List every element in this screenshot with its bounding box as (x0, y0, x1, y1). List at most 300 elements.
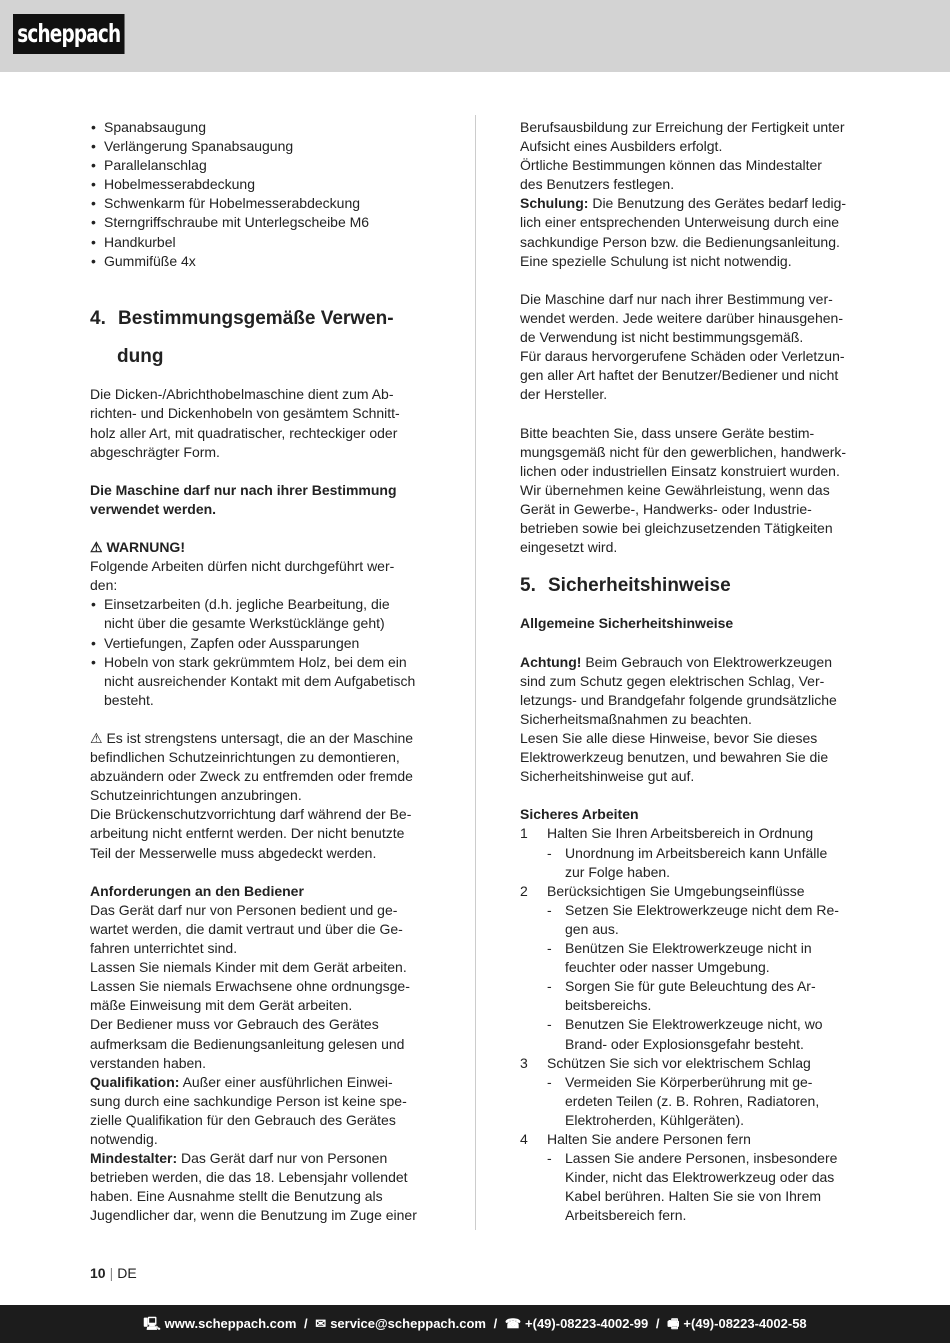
line-text (520, 749, 828, 765)
page-footer (0, 1305, 950, 1343)
text-line (520, 213, 865, 232)
text-line (520, 939, 865, 958)
text-line (520, 748, 865, 767)
text-line (520, 462, 865, 481)
line-content: lich einer entsprechenden Unterweisung durch eine (520, 214, 840, 231)
line-text (520, 463, 840, 479)
line-content: Sicheres Arbeiten (520, 806, 639, 823)
text-line (90, 920, 435, 939)
line-content: zielle Qualifikation für den Gebrauch des Gerätes (90, 1111, 396, 1128)
separator: | (109, 1265, 114, 1281)
text-line (90, 385, 435, 404)
computer-icon: 🖳 (143, 1316, 161, 1331)
line-text (520, 1207, 686, 1223)
line-content: den: (90, 577, 118, 594)
line-text (520, 367, 838, 383)
line-text (90, 444, 220, 460)
page-header (0, 0, 950, 72)
line-content: Brand- oder Explosionsgefahr besteht. (565, 1035, 804, 1052)
text-line (520, 194, 865, 213)
line-text (520, 825, 813, 841)
text-line (90, 824, 435, 843)
line-content: Sorgen Sie für gute Beleuchtung des Ar- (565, 978, 816, 995)
text-line (90, 595, 435, 614)
dash-marker: - (547, 978, 552, 995)
line-text (520, 329, 803, 345)
line-content: Berufsausbildung zur Erreichung der Fertigkeit unter (520, 119, 845, 135)
line-content: Benutzen Sie Elektrowerkzeuge nicht, wo (565, 1016, 823, 1033)
line-text (90, 405, 400, 421)
line-content: nicht ausreichender Kontakt mit dem Aufgabetisch (104, 672, 416, 689)
line-content: ⚠ Es ist strengstens untersagt, die an der Maschine (90, 730, 414, 746)
line-content: abzuändern oder Zweck zu entfremden oder fremde (90, 768, 413, 785)
line-text (520, 214, 839, 230)
line-text (90, 1131, 158, 1147)
website-link[interactable]: www.scheppach.com (164, 1316, 297, 1331)
text-line (90, 137, 435, 156)
line-content: Parallelanschlag (104, 157, 207, 174)
number-marker: 3 (520, 1054, 528, 1071)
number-marker: 4. (90, 307, 106, 329)
line-content: Die Dicken-/Abrichthobelmaschine dient zum Ab- (90, 386, 394, 403)
line-content: verwendet werden. (90, 500, 217, 517)
line-text (90, 959, 407, 975)
line-content: mäße Einweisung mit dem Gerät arbeiten. (90, 997, 353, 1014)
line-content: Bitte beachten Sie, dass unsere Geräte bestim- (520, 424, 815, 441)
blank-line (90, 863, 435, 882)
line-text (520, 883, 805, 899)
bullet-marker: • (91, 214, 96, 231)
line-content: Der Bediener muss vor Gebrauch des Gerätes (90, 1016, 379, 1033)
text-line (90, 767, 435, 786)
text-line (90, 844, 435, 863)
text-line (520, 156, 865, 175)
text-line (90, 1073, 435, 1092)
blank-line (90, 328, 435, 347)
line-text (90, 635, 359, 651)
text-line (520, 1111, 865, 1130)
text-line (90, 194, 435, 213)
line-content: Sicherheitsmaßnahmen zu beachten. (520, 710, 752, 727)
line-content: notwendig. (90, 1130, 158, 1147)
line-text (90, 386, 393, 402)
separator: / (655, 1316, 660, 1331)
text-line (90, 538, 435, 557)
text-line (520, 882, 865, 901)
text-line (90, 786, 435, 805)
text-line (520, 1130, 865, 1149)
text-line (90, 958, 435, 977)
line-text (520, 157, 822, 173)
text-line (520, 538, 865, 557)
section-heading (520, 576, 865, 595)
line-text (520, 444, 846, 460)
line-text (520, 1055, 811, 1071)
line-content: Teil der Messerwelle muss abgedeckt werden. (90, 844, 377, 861)
line-content: Sicherheitshinweise (548, 575, 731, 597)
text-line (90, 614, 435, 633)
line-text (520, 711, 752, 727)
line-text (520, 1131, 751, 1147)
line-content: Schwenkarm für Hobelmesserabdeckung (104, 195, 361, 212)
line-text (90, 482, 397, 498)
email-link[interactable]: service@scheppach.com (330, 1316, 486, 1331)
text-line (90, 1187, 435, 1206)
bullet-marker: • (91, 252, 96, 269)
line-text (520, 845, 827, 861)
column-divider (475, 115, 476, 1230)
text-line (90, 1111, 435, 1130)
line-content: erdeten Teilen (z. B. Rohren, Radiatoren, (565, 1092, 820, 1109)
line-text (90, 997, 352, 1013)
number-marker: 1 (520, 825, 528, 842)
text-line (90, 500, 435, 519)
line-content: Das Gerät darf nur von Personen bedient und ge- (90, 901, 398, 918)
line-content: Unordnung im Arbeitsbereich kann Unfälle (565, 844, 828, 861)
line-text (90, 1074, 393, 1090)
line-content: Halten Sie andere Personen fern (547, 1130, 751, 1147)
line-content: Lesen Sie alle diese Hinweise, bevor Sie dieses (520, 730, 818, 746)
line-text (90, 768, 413, 784)
line-text (520, 425, 814, 441)
line-text (520, 1169, 834, 1185)
line-text (520, 234, 840, 250)
line-text (90, 577, 117, 593)
text-line (90, 481, 435, 500)
text-line (520, 481, 865, 500)
text-line (90, 213, 435, 232)
line-text (90, 749, 400, 765)
blank-line (90, 710, 435, 729)
bullet-marker: • (91, 157, 96, 174)
line-content: Arbeitsbereich fern. (565, 1207, 687, 1224)
text-line (90, 1168, 435, 1187)
line-content: beitsbereichs. (565, 997, 652, 1014)
text-line (90, 1149, 435, 1168)
section-heading (90, 309, 435, 328)
line-text (520, 176, 674, 192)
text-line (520, 805, 865, 824)
text-line (90, 1015, 435, 1034)
line-content: Elektrowerkzeug benutzen, und bewahren Sie die (520, 749, 829, 766)
text-line (90, 996, 435, 1015)
text-line (520, 347, 865, 366)
line-text (90, 119, 206, 135)
line-text (520, 730, 817, 746)
line-content: befindlichen Schutzeinrichtungen zu demontieren, (90, 749, 400, 766)
line-text (90, 346, 163, 367)
text-line (90, 729, 435, 748)
dash-marker: - (547, 1073, 552, 1090)
line-content: letzungs- und Brandgefahr folgende grundsätzliche (520, 691, 837, 708)
line-content: Die Maschine darf nur nach ihrer Bestimmung (90, 481, 397, 498)
line-content: Sterngriffschraube mit Unterlegscheibe M6 (104, 214, 370, 231)
fax-icon: 🖷 (667, 1316, 680, 1331)
bullet-marker: • (91, 195, 96, 212)
line-content: arbeitung nicht entfernt werden. Der nicht benutzte (90, 825, 405, 842)
text-line (520, 1187, 865, 1206)
line-content: Halten Sie Ihren Arbeitsbereich in Ordnung (547, 825, 814, 842)
text-line (520, 691, 865, 710)
text-line (520, 901, 865, 920)
text-line (520, 958, 865, 977)
blank-line (90, 271, 435, 290)
blank-line (90, 290, 435, 309)
text-line (520, 443, 865, 462)
bullet-marker: • (91, 233, 96, 250)
text-line (90, 1206, 435, 1225)
line-text (520, 501, 812, 517)
line-content: Setzen Sie Elektrowerkzeuge nicht dem Re- (565, 901, 839, 918)
bullet-marker: • (91, 634, 96, 651)
line-content: eingesetzt wird. (520, 539, 618, 556)
line-content: aufmerksam die Bedienungsanleitung gelesen und (90, 1035, 405, 1052)
bullet-marker: • (91, 596, 96, 613)
line-text (90, 940, 237, 956)
line-text (520, 138, 722, 154)
line-text (90, 253, 196, 269)
line-text (90, 1036, 404, 1052)
text-line (520, 996, 865, 1015)
line-content: Vertiefungen, Zapfen oder Aussparungen (104, 634, 360, 651)
line-text (90, 730, 413, 746)
text-line (520, 366, 865, 385)
line-text (520, 195, 846, 211)
line-content: Schutzeinrichtungen anzubringen. (90, 787, 302, 804)
line-text (520, 1093, 819, 1109)
text-line (520, 710, 865, 729)
line-content: de Verwendung ist nicht bestimmungsgemäß. (520, 329, 804, 346)
text-line (90, 882, 435, 901)
page-number-value: 10 (90, 1265, 106, 1281)
line-text (90, 902, 397, 918)
line-content: Allgemeine Sicherheitshinweise (520, 615, 734, 632)
dash-marker: - (547, 901, 552, 918)
line-text (520, 806, 639, 822)
line-content: Sicherheitshinweise gut auf. (520, 768, 695, 785)
scheppach-logo: scheppach (13, 14, 125, 54)
text-line (520, 385, 865, 404)
text-line (520, 844, 865, 863)
number-marker: 4 (520, 1130, 528, 1147)
text-line (90, 1054, 435, 1073)
bold-label: Schulung: (520, 195, 589, 212)
line-text (520, 921, 619, 937)
blank-line (520, 595, 865, 614)
text-line (90, 576, 435, 595)
line-text (90, 978, 410, 994)
number-marker: 2 (520, 882, 528, 899)
line-text (520, 1016, 823, 1032)
line-text (520, 291, 833, 307)
text-line (520, 977, 865, 996)
line-text (520, 654, 832, 670)
line-text (90, 1093, 407, 1109)
line-content: Elektroherden, Kühlgeräten). (565, 1111, 744, 1128)
text-line (520, 672, 865, 691)
line-text (90, 214, 369, 230)
separator: / (493, 1316, 498, 1331)
line-content: Anforderungen an den Bediener (90, 882, 304, 899)
line-text (520, 959, 770, 975)
text-line (520, 767, 865, 786)
line-content: dung (117, 346, 164, 368)
text-line (90, 175, 435, 194)
line-content: abgeschrägter Form. (90, 443, 220, 460)
text-line (90, 1035, 435, 1054)
dash-marker: - (547, 844, 552, 861)
line-content: Lassen Sie niemals Erwachsene ohne ordnungsge- (90, 978, 410, 995)
text-line (520, 920, 865, 939)
line-text (90, 558, 394, 574)
line-text (520, 1112, 744, 1128)
line-content: holz aller Art, mit quadratischer, rechteckiger oder (90, 424, 398, 441)
line-text (520, 615, 733, 631)
line-content: feuchter oder nasser Umgebung. (565, 959, 770, 976)
text-line (90, 1092, 435, 1111)
line-content: lichen oder industriellen Einsatz konstruiert wurden. (520, 462, 840, 479)
dash-marker: - (547, 1016, 552, 1033)
line-content: sung durch eine sachkundige Person ist keine spe- (90, 1092, 407, 1109)
line-content: Schützen Sie sich vor elektrischem Schlag (547, 1054, 811, 1071)
language-code: DE (117, 1265, 137, 1281)
line-content: Wir übernehmen keine Gewährleistung, wenn das (520, 481, 830, 498)
line-text (90, 425, 397, 441)
line-content: der Hersteller. (520, 386, 608, 403)
bold-label: Mindestalter: (90, 1150, 178, 1167)
line-text (520, 940, 812, 956)
line-content: verstanden haben. (90, 1054, 206, 1071)
fax-number: +(49)-08223-4002-58 (683, 1316, 807, 1331)
line-content: Vermeiden Sie Körperberührung mit ge- (565, 1073, 813, 1090)
line-content: Die Benutzung des Gerätes bedarf ledig- (588, 195, 847, 212)
text-line (90, 939, 435, 958)
line-text (520, 1150, 837, 1166)
line-content: Kinder, nicht das Elektrowerkzeug oder das (565, 1169, 835, 1186)
line-text (90, 308, 394, 329)
text-line (520, 1015, 865, 1034)
line-content: Berücksichtigen Sie Umgebungseinflüsse (547, 882, 805, 899)
line-text (90, 654, 407, 670)
text-line (520, 1168, 865, 1187)
line-content: Örtliche Bestimmungen können das Mindestalter (520, 157, 822, 174)
line-text (90, 883, 304, 899)
bullet-marker: • (91, 138, 96, 155)
line-content: Das Gerät darf nur von Personen (177, 1150, 388, 1167)
line-content: Einsetzarbeiten (d.h. jegliche Bearbeitung, die (104, 596, 390, 613)
line-content: sind zum Schutz gegen elektrischen Schlag, Ver- (520, 672, 825, 689)
text-line (90, 557, 435, 576)
line-text (90, 1207, 417, 1223)
text-line (520, 252, 865, 271)
text-line (90, 443, 435, 462)
line-text (90, 1112, 396, 1128)
text-line (90, 118, 435, 137)
line-text (90, 176, 255, 192)
line-text (90, 673, 415, 689)
blank-line (520, 557, 865, 576)
text-line (90, 156, 435, 175)
line-content: Spanabsaugung (104, 119, 206, 135)
dash-marker: - (547, 940, 552, 957)
text-line (520, 1149, 865, 1168)
line-text (90, 596, 390, 612)
blank-line (520, 404, 865, 423)
line-content: Verlängerung Spanabsaugung (104, 138, 294, 155)
section-heading (90, 347, 435, 366)
text-line (90, 424, 435, 443)
text-line (520, 519, 865, 538)
text-line (90, 748, 435, 767)
line-text (520, 348, 845, 364)
text-line (90, 404, 435, 423)
dash-marker: - (547, 1150, 552, 1167)
line-text (520, 1074, 812, 1090)
line-content: Handkurbel (104, 233, 176, 250)
text-line (520, 137, 865, 156)
text-line (90, 691, 435, 710)
line-text (520, 482, 830, 498)
line-text (90, 138, 293, 154)
line-content: mungsgemäß nicht für den gewerblichen, handwerk- (520, 443, 847, 460)
text-line (90, 1130, 435, 1149)
line-text (90, 806, 411, 822)
separator: / (304, 1316, 308, 1331)
text-line (90, 805, 435, 824)
text-line (520, 824, 865, 843)
line-content: Lassen Sie niemals Kinder mit dem Gerät arbeiten. (90, 959, 407, 976)
text-line (520, 1035, 865, 1054)
line-text (90, 921, 403, 937)
line-text (90, 787, 302, 803)
line-text (520, 253, 792, 269)
text-line (520, 233, 865, 252)
text-line (520, 1092, 865, 1111)
page-number (90, 1265, 137, 1281)
text-line (520, 729, 865, 748)
blank-line (520, 271, 865, 290)
line-content: haben. Eine Ausnahme stellt die Benutzung als (90, 1188, 383, 1205)
line-content: Hobeln von stark gekrümmtem Holz, bei dem ein (104, 653, 407, 670)
line-text (520, 1036, 804, 1052)
line-content: gen aller Art haftet der Benutzer/Bediener und nicht (520, 367, 839, 384)
line-content: Die Brückenschutzvorrichtung darf während der Be- (90, 806, 412, 823)
right-column (520, 118, 865, 1225)
text-line (520, 500, 865, 519)
phone-number: +(49)-08223-4002-99 (525, 1316, 649, 1331)
text-line (520, 614, 865, 633)
line-content: des Benutzers festlegen. (520, 176, 675, 193)
line-text (520, 119, 845, 135)
text-line (520, 290, 865, 309)
line-text (90, 195, 360, 211)
text-line (520, 175, 865, 194)
line-content: Gerät in Gewerbe-, Handwerks- oder Industrie- (520, 500, 812, 517)
line-content: Gummifüße 4x (104, 252, 196, 269)
bullet-marker: • (91, 176, 96, 193)
blank-line (90, 519, 435, 538)
bullet-marker: • (91, 653, 96, 670)
left-column (90, 118, 435, 1225)
phone-icon: ☎ (504, 1316, 522, 1331)
text-line (520, 1054, 865, 1073)
line-text (90, 615, 385, 631)
line-content: betrieben werden, die das 18. Lebensjahr vollendet (90, 1169, 408, 1186)
text-line (520, 1206, 865, 1225)
text-line (90, 252, 435, 271)
line-text (520, 1188, 821, 1204)
blank-line (520, 786, 865, 805)
